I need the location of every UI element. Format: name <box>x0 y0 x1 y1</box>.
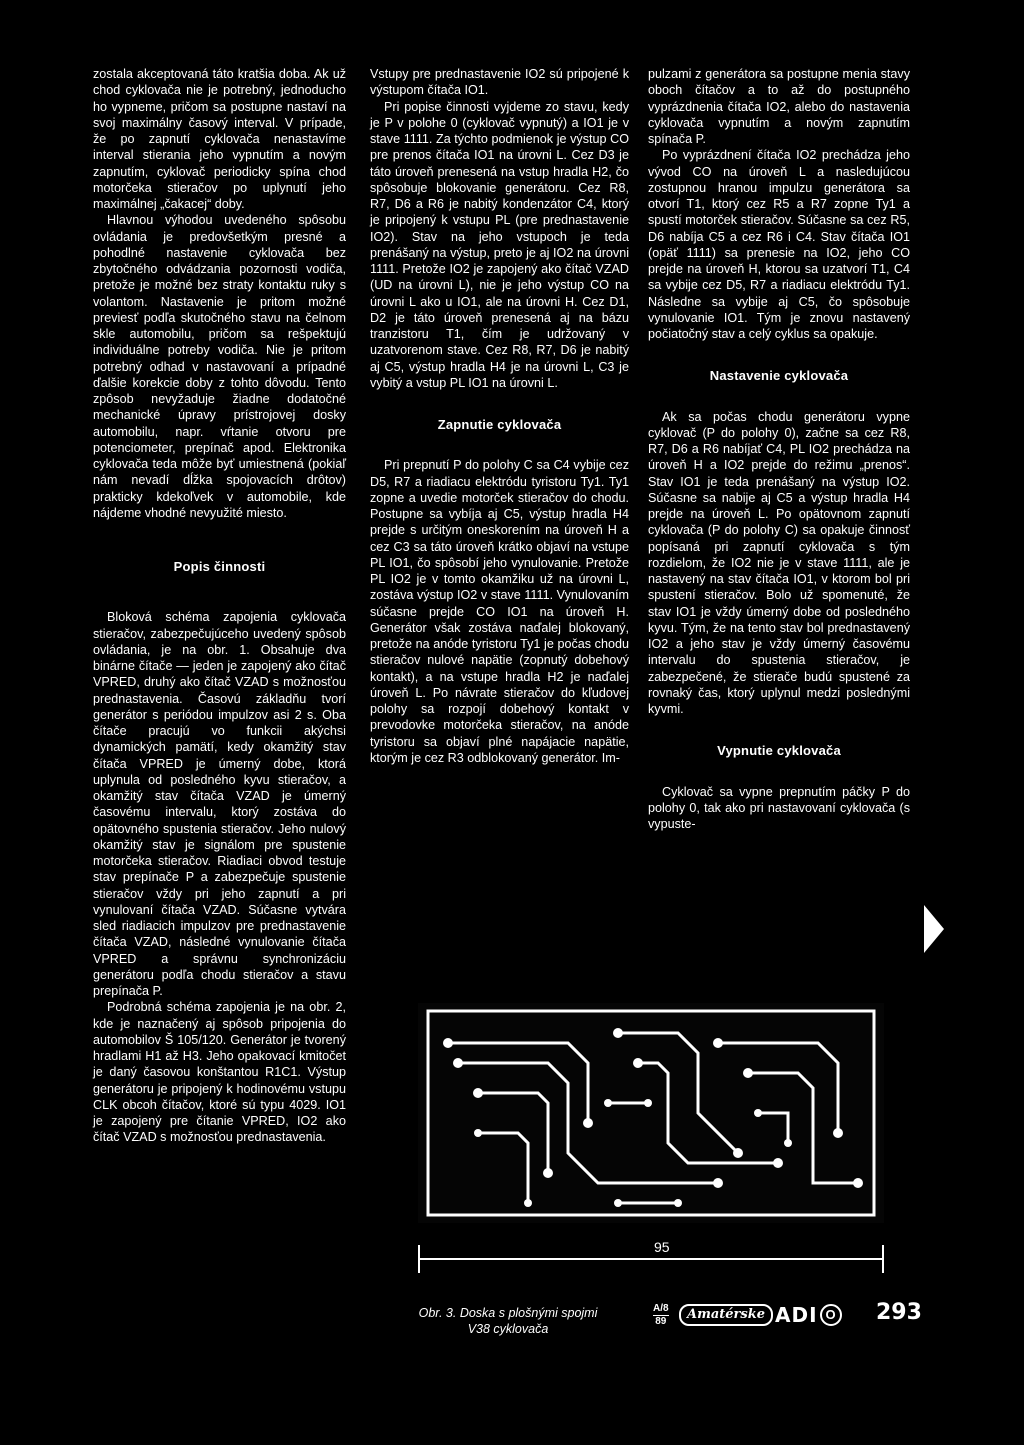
continue-arrow-icon <box>924 905 944 953</box>
logo-script: Amatérske <box>679 1304 773 1326</box>
section-heading-nastavenie: Nastavenie cyklovača <box>709 368 849 384</box>
text-column-2 <box>370 66 629 766</box>
pcb-traces-image <box>418 1003 884 1223</box>
paragraph: pulzami z generátora sa postupne menia stavy oboch čítačov a to až do postupného vyprázdnenia čítača IO2, alebo do nastavenia cyklovača vypnutím a novým zapnutím spínača P. <box>648 67 910 146</box>
paragraph: Pri popise činnosti vyjdeme zo stavu, kedy je P v polohe 0 (cyklovač vypnutý) a IO1 je v stave 1111. Za týchto podmienok je výstup CO pre prenos čítača IO1 na úrovni L. Cez D3 je táto úroveň prenesená na vstup hradla H2, čo spôsobuje blokovanie generátoru. Cez R8, R7, D6 a R6 je nabitý kondenzátor C4, ktorý je pripojený k vstupu PL (pre prednastavenie IO2). Stav na jeho vstupoch je teda prenášaný na výstup, preto je aj IO2 na úrovni 1111. Pretože IO2 je zapojený ako čítač VZAD (UD na úrovni L), nie je jeho výstup CO na úrovni L ako u IO1, ale na úrovni H. Cez D1, D2 je táto úroveň prenesená aj na bázu tranzistoru T1, čím je udržovaný v uzatvorenom stave. Cez R8, R7, D6 je nabitý aj C5, výstup hradla H4 je na úrovni L, C3 je vybitý a vstup PL IO1 na úrovni L. <box>370 99 629 390</box>
section-heading-vypnutie: Vypnutie cyklovača <box>717 743 841 759</box>
page-number: 293 <box>876 1300 922 1325</box>
text-column-3 <box>648 66 910 832</box>
issue-number: A/8 <box>653 1303 669 1314</box>
paragraph: Pri prepnutí P do polohy C sa C4 vybije cez D5, R7 a riadiacu elektródu tyristoru Ty1. Ty1 zopne a uvedie motorček stieračov do chodu. Postupne sa vybíja aj C5, výstup hradla H4 prejde s určitým oneskorením na úroveň H a cez C3 sa táto úroveň krátko objaví na vstupe PL IO1, čo spôsobí jeho vynulovanie. Pretože PL IO2 je v tomto okamžiku už na úrovni L, zostáva výstup IO2 v stave 1111. Vynulovaním súčasne prejde CO IO1 na úroveň H. Generátor však zostáva naďalej blokovaný, pretože na anóde tyristoru Ty1 je počas chodu stieračov nulové napätie (zopnutý dobehový kontakt), a na vstupe hradla H2 je naďalej úroveň L. Po návrate stieračov do kľudovej polohy sa rozpojí dobehový kontakt v prevodovke motorčeka stieračov, na anóde tyristoru sa objaví plné napájacie napätie, ktorým je cez R3 odblokovaný generátor. Im- <box>370 458 629 765</box>
issue-tag <box>653 1304 669 1327</box>
pcb-figure <box>418 1003 884 1223</box>
paragraph: Po vyprázdnení čítača IO2 prechádza jeho vývod CO na úroveň L a nasledujúcou zostupnou hranou impulzu generátora sa otvorí T1, ktorý cez R5 a R7 zopne Ty1 a spustí motorček stieračov. Súčasne sa cez R5, D6 nabíja C5 a cez R6 i C4. Stav čítača IO1 (opäť 1111) sa prenesie na IO2, jeho CO prejde na úroveň H, ktorou sa uzatvorí T1, C4 sa vybije cez D5, R7 a riadiacu elektródu Ty1. Následne sa vybije aj C5, čo spôsobuje vynulovanie IO1. Tým je znovu nastavený počiatočný stav a celý cyklus sa opakuje. <box>648 148 910 341</box>
paragraph: Hlavnou výhodou uvedeného spôsobu ovládania je predovšetkým presné a pohodlné nastavenie cyklovača bez zbytočného odvádzania pozornosti vodiča, pretože je možné bez straty kontaktu ruky s volantom. Nastavenie je pritom možné previesť podľa skutočného stavu na čelnom skle automobilu, pričom sa rešpektujú individuálne potreby vodiča. Nie je pritom potrebný odhad v nastavovaní a prípadné ďalšie korekcie doby z tohto dôvodu. Tento zpôsob nevyžaduje žiadne dodatočné mechanické úpravy prístrojovej dosky automobilu, napr. vŕtanie otvoru pre potenciometer, prepínač apod. Elektronika cyklovača teda môže byť umiestnená (pokiaľ nám nevadí dĺžka spojovacích drôtov) prakticky kdekoľvek v automobile, kde nájdeme vhodné nevyužité miesto. <box>93 213 346 520</box>
paragraph: zostala akceptovaná táto kratšia doba. Ak už chod cyklovača nie je potrebný, jednoducho ho vypneme, pričom sa postupne nastaví na svoj maximálny časový interval. V prípade, že po zapnutí cyklovača nenastavíme interval stierania jeho vypnutím a novým zapnutím, cyklovač periodicky spína chod motorčeka stieračov po uplynutí jeho maximálnej „čakacej“ doby. <box>93 67 346 211</box>
paragraph: Ak sa počas chodu generátoru vypne cyklovač (P do polohy 0), začne sa cez R8, R7, D6 a R6 nabíjať C4, PL IO2 prechádza na úroveň H a IO2 prejde do režimu „prenos“. Stav IO1 je teda prenášaný na výstup IO2. Súčasne sa nabije aj C5 a výstup hradla H4 prejde na úroveň L. Po opätovnom zapnutí cyklovača (P do polohy C) sa opakuje činnosť popísaná pri zapnutí cyklovača s tým rozdielom, že IO2 nie je v stave 1111, ale je nastavený na stav čítača IO1, v ktorom bol pri spustení stieračov. Bolo už spomenuté, že stav IO1 je vždy úmerný dobe od posledného kyvu. Tým, že na tento stav bol prednastavený IO2 a jeho stav je vždy úmerný časovému intervalu do spustenia stieračov, je zabezpečené, že stierače budú spustené za rovnaký čas, ktorý uplynul medzi poslednými kyvmi. <box>648 409 910 716</box>
section-heading-popis: Popis činnosti <box>173 559 266 574</box>
paragraph: Vstupy pre prednastavenie IO2 sú pripojené k výstupom čítača IO1. <box>370 67 629 98</box>
dimension-line <box>418 1239 884 1275</box>
paragraph: Bloková schéma zapojenia cyklovača stieračov, zabezpečujúceho uvedený spôsob ovládania, je na obr. 1. Obsahuje dva binárne čítače — jeden je zapojený ako čítač VPRED, druhý ako čítač VZAD s možnosťou prednastavenia. Časovú základňu tvorí generátor s periódou impulzov asi 2 s. Oba čítače pracujú vo funkcii akýchsi dynamických pamätí, kedy okamžitý stav čítača VPRED je úmerný dobe, ktorá uplynula od posledného kyvu stieračov, a okamžitý stav čítača VZAD je úmerný časovému intervalu, ktorý zostáva do opätovného spustenia stieračov. Jeho nulový okamžitý stav je signálom pre spustenie motorčeka stieračov. Riadiaci obvod testuje stav prepínače P a zabezpečuje spustenie stieračov vždy pri jeho zapnutí a pri vynulovaní čítača VZAD. Súčasne vytvára sled riadiacich impulzov pre prednastavenie čítača VZAD, následné vynulovanie čítača VPRED a správnu synchronizáciu generátoru podľa chodu stieračov a stavu prepínača P. <box>93 610 346 998</box>
logo-letters: ADI <box>775 1303 818 1327</box>
figure-caption: Obr. 3. Doska s plošnými spojmi V38 cyklovača <box>418 1306 598 1336</box>
text-column-1 <box>93 66 346 1146</box>
logo-circle: O <box>820 1304 842 1326</box>
magazine-logo <box>679 1304 842 1326</box>
issue-year: 89 <box>655 1316 667 1327</box>
section-heading-zapnutie: Zapnutie cyklovača <box>437 417 562 432</box>
paragraph: Cyklovač sa vypne prepnutím páčky P do polohy 0, tak ako pri nastavovaní cyklovača (s vypuste- <box>648 784 910 831</box>
paragraph: Podrobná schéma zapojenia je na obr. 2, kde je naznačený aj spôsob pripojenia do automobilov Š 105/120. Generátor je tvorený hradlami H1 až H3. Jeho opakovací kmitočet je daný časovou konštantou R1C1. Výstup generátoru je pripojený k hodinovému vstupu CLK obcoh čítačov, ktoré sú typu 4029. IO1 je zapojený pre čítanie VPRED, IO2 ako čítač VZAD s možnosťou prednastavenia. <box>93 1000 346 1145</box>
dimension-label: 95 <box>650 1239 674 1255</box>
